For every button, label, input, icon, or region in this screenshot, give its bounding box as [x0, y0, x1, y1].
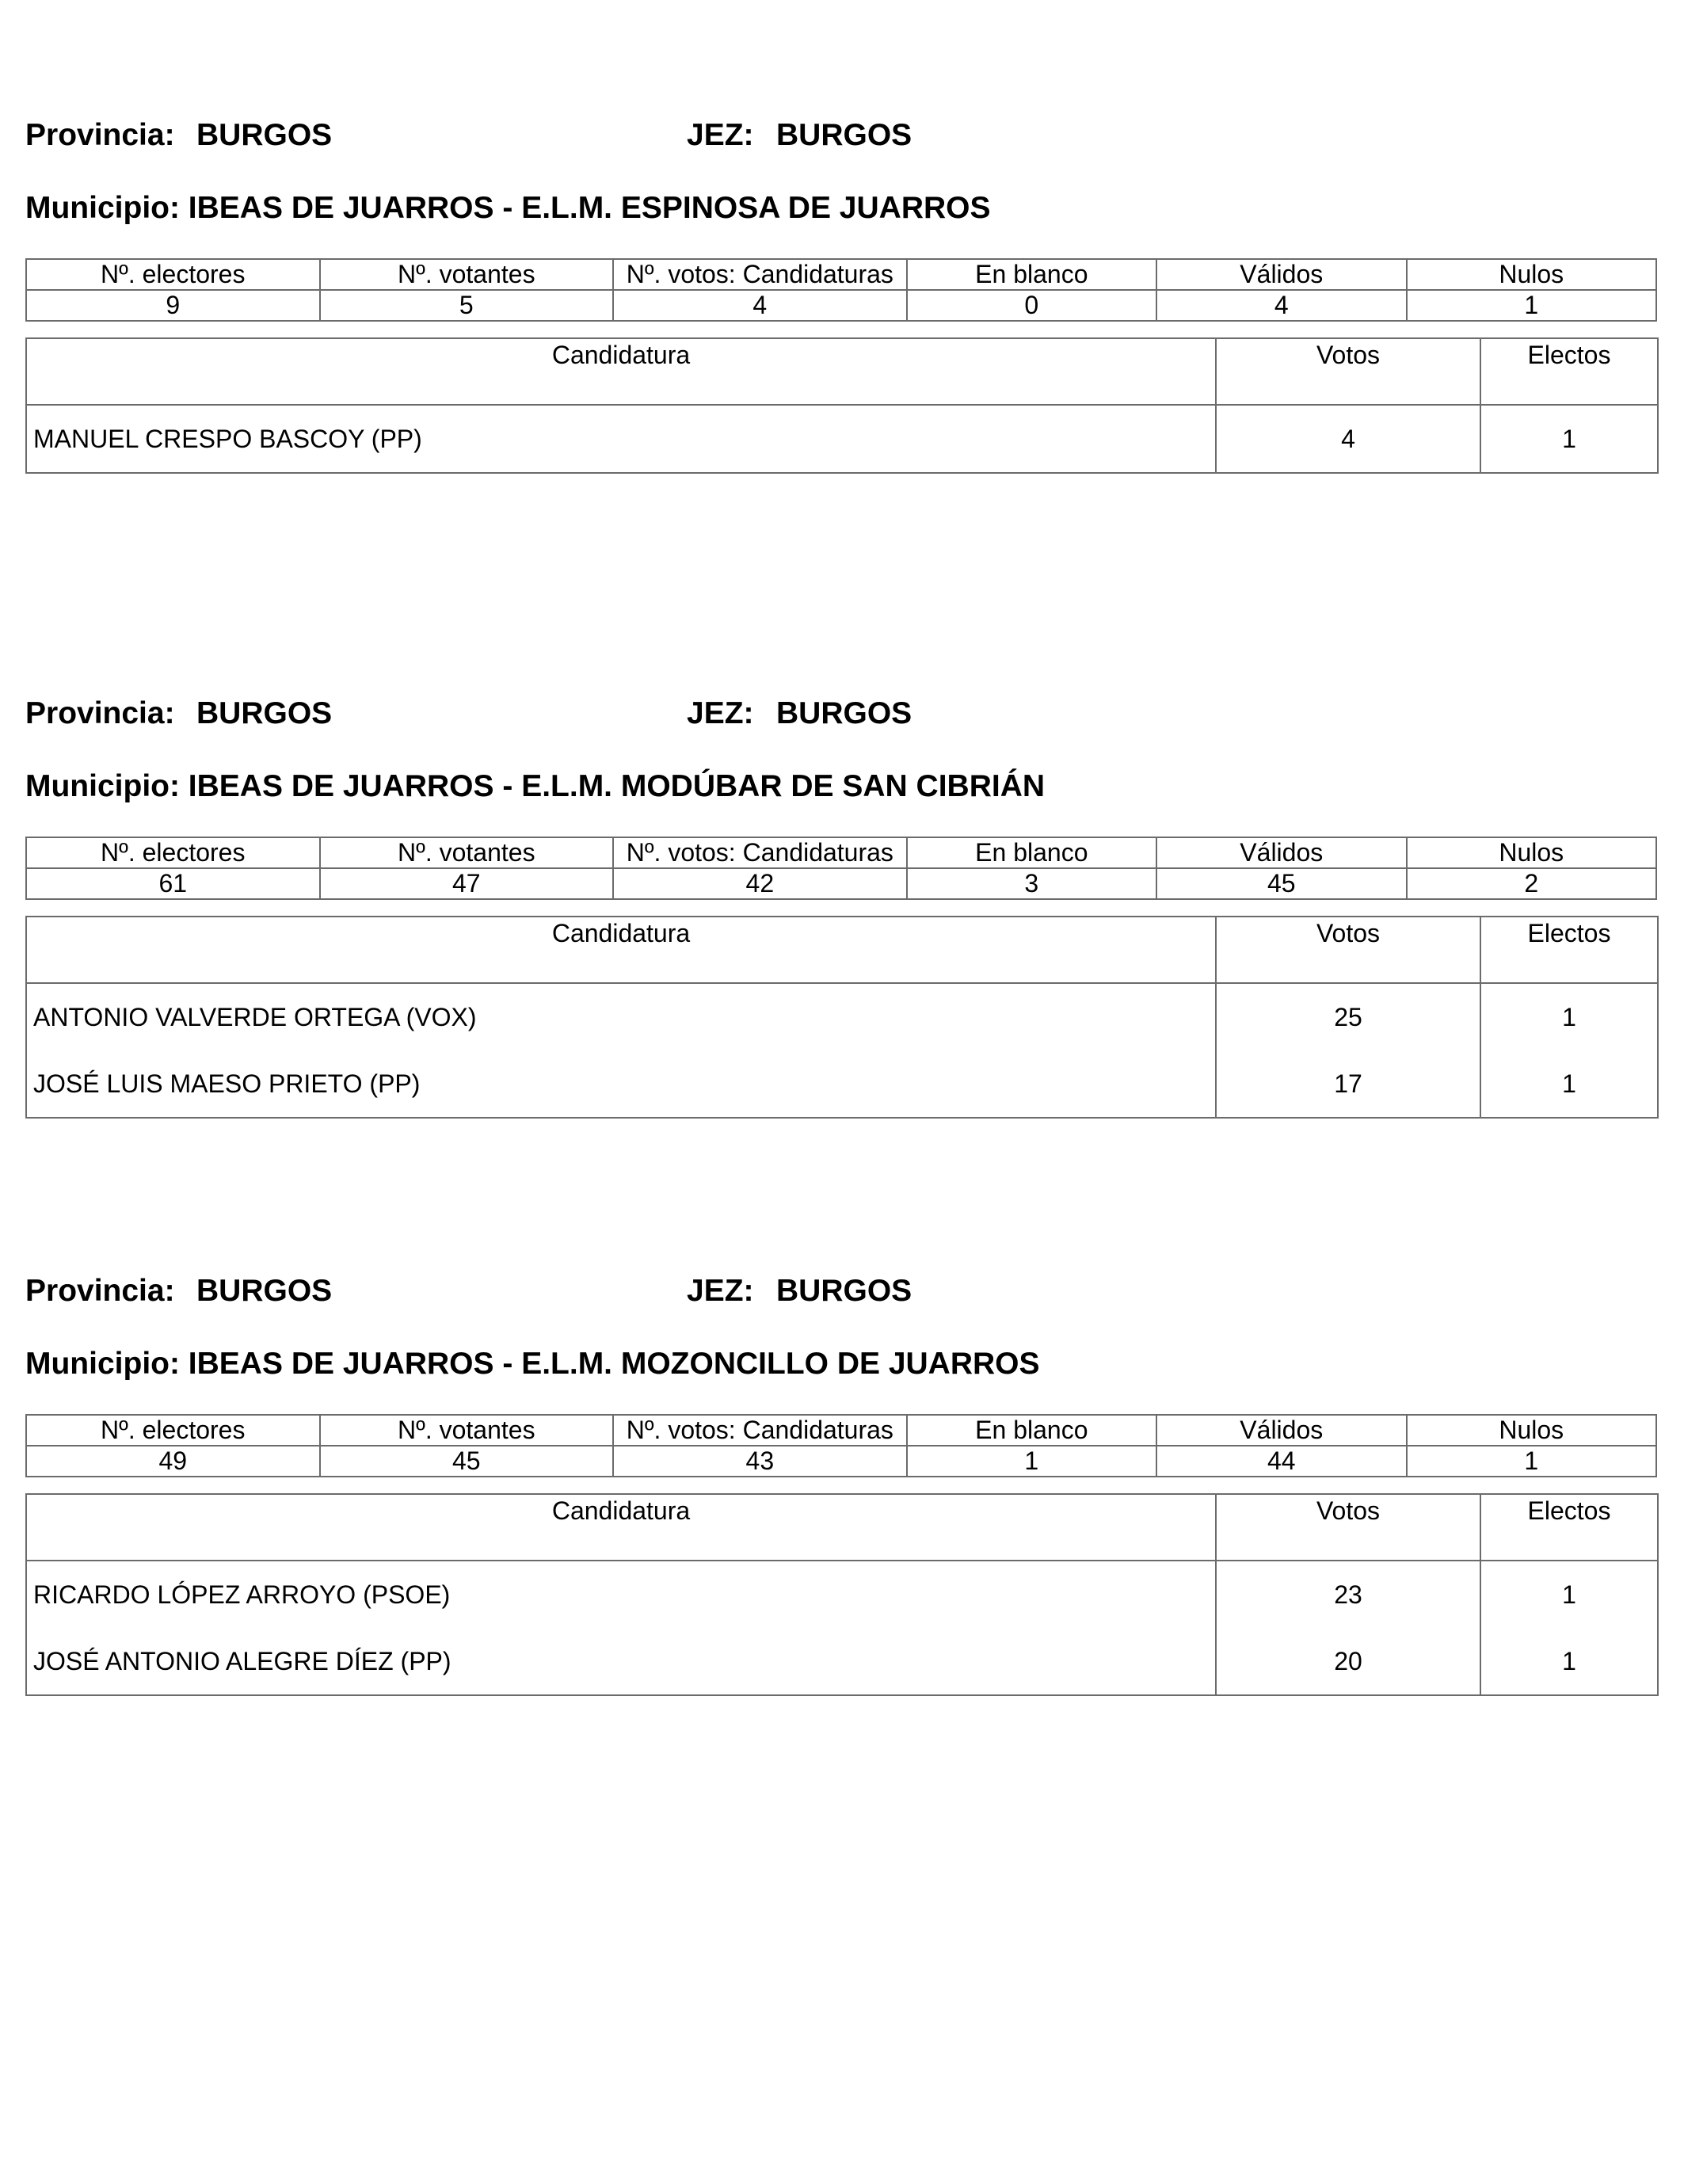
candidates-header-row	[26, 917, 1658, 983]
candidate-electos: 1	[1480, 983, 1658, 1050]
stats-header-votos-candidaturas: Nº. votos: Candidaturas	[613, 259, 907, 290]
candidate-name: JOSÉ LUIS MAESO PRIETO (PP)	[26, 1050, 1216, 1118]
candidate-name: JOSÉ ANTONIO ALEGRE DÍEZ (PP)	[26, 1628, 1216, 1695]
stats-header-nulos: Nulos	[1407, 1415, 1657, 1446]
candidate-name: MANUEL CRESPO BASCOY (PP)	[26, 405, 1216, 473]
stats-header-en-blanco: En blanco	[907, 837, 1156, 868]
stats-value-nulos: 2	[1407, 868, 1657, 899]
stats-header-votos-candidaturas: Nº. votos: Candidaturas	[613, 1415, 907, 1446]
stats-value-en-blanco: 0	[907, 290, 1156, 321]
stats-value-nulos: 1	[1407, 290, 1657, 321]
stats-value-votos-candidaturas: 43	[613, 1446, 907, 1477]
candidate-electos: 1	[1480, 1050, 1658, 1118]
candidates-table	[25, 916, 1659, 1119]
stats-header-votantes: Nº. votantes	[320, 259, 614, 290]
candidatura-header: Candidatura	[26, 1494, 1216, 1561]
table-row	[26, 1050, 1658, 1118]
candidate-votos: 23	[1216, 1561, 1480, 1628]
candidates-table	[25, 1493, 1659, 1696]
stats-header-row	[26, 259, 1656, 290]
municipio-title: Municipio: IBEAS DE JUARROS - E.L.M. MOZONCILLO DE JUARROS	[25, 1347, 1040, 1381]
stats-header-electores: Nº. electores	[26, 837, 320, 868]
electos-header: Electos	[1480, 1494, 1658, 1561]
candidates-header-row	[26, 338, 1658, 405]
stats-header-en-blanco: En blanco	[907, 259, 1156, 290]
votos-header: Votos	[1216, 338, 1480, 405]
stats-value-votantes: 5	[320, 290, 614, 321]
stats-header-row	[26, 837, 1656, 868]
stats-header-votos-candidaturas: Nº. votos: Candidaturas	[613, 837, 907, 868]
municipio-title: Municipio: IBEAS DE JUARROS - E.L.M. MODÚBAR DE SAN CIBRIÁN	[25, 769, 1046, 803]
stats-header-nulos: Nulos	[1407, 837, 1657, 868]
table-row	[26, 1561, 1658, 1628]
candidatura-header: Candidatura	[26, 917, 1216, 983]
stats-header-validos: Válidos	[1156, 837, 1406, 868]
jez-label: JEZ:	[687, 1274, 754, 1308]
jez-label: JEZ:	[687, 696, 754, 730]
jez-label: JEZ:	[687, 118, 754, 152]
stats-value-nulos: 1	[1407, 1446, 1657, 1477]
stats-header-electores: Nº. electores	[26, 1415, 320, 1446]
stats-header-votantes: Nº. votantes	[320, 1415, 614, 1446]
stats-value-votantes: 47	[320, 868, 614, 899]
stats-header-electores: Nº. electores	[26, 259, 320, 290]
province-label: Provincia:	[25, 118, 175, 152]
stats-value-row	[26, 868, 1656, 899]
stats-value-row	[26, 1446, 1656, 1477]
stats-table	[25, 258, 1657, 322]
table-row	[26, 405, 1658, 473]
stats-table	[25, 837, 1657, 900]
candidate-name: RICARDO LÓPEZ ARROYO (PSOE)	[26, 1561, 1216, 1628]
province-value: BURGOS	[196, 696, 333, 730]
table-row	[26, 1628, 1658, 1695]
stats-header-votantes: Nº. votantes	[320, 837, 614, 868]
jez-value: BURGOS	[776, 118, 912, 152]
stats-header-en-blanco: En blanco	[907, 1415, 1156, 1446]
stats-value-electores: 49	[26, 1446, 320, 1477]
province-value: BURGOS	[196, 118, 333, 152]
jez-value: BURGOS	[776, 696, 912, 730]
candidates-header-row	[26, 1494, 1658, 1561]
stats-value-electores: 9	[26, 290, 320, 321]
stats-header-row	[26, 1415, 1656, 1446]
votos-header: Votos	[1216, 1494, 1480, 1561]
electos-header: Electos	[1480, 917, 1658, 983]
stats-value-row	[26, 290, 1656, 321]
table-row	[26, 983, 1658, 1050]
stats-value-validos: 45	[1156, 868, 1406, 899]
stats-value-en-blanco: 3	[907, 868, 1156, 899]
votos-header: Votos	[1216, 917, 1480, 983]
candidate-votos: 4	[1216, 405, 1480, 473]
jez-value: BURGOS	[776, 1274, 912, 1308]
candidate-name: ANTONIO VALVERDE ORTEGA (VOX)	[26, 983, 1216, 1050]
stats-header-nulos: Nulos	[1407, 259, 1657, 290]
electos-header: Electos	[1480, 338, 1658, 405]
candidate-votos: 17	[1216, 1050, 1480, 1118]
municipio-title: Municipio: IBEAS DE JUARROS - E.L.M. ESPINOSA DE JUARROS	[25, 191, 991, 225]
candidate-votos: 25	[1216, 983, 1480, 1050]
province-label: Provincia:	[25, 696, 175, 730]
stats-header-validos: Válidos	[1156, 1415, 1406, 1446]
province-value: BURGOS	[196, 1274, 333, 1308]
stats-value-electores: 61	[26, 868, 320, 899]
stats-value-votos-candidaturas: 4	[613, 290, 907, 321]
province-label: Provincia:	[25, 1274, 175, 1308]
stats-header-validos: Válidos	[1156, 259, 1406, 290]
candidate-electos: 1	[1480, 1628, 1658, 1695]
candidate-electos: 1	[1480, 1561, 1658, 1628]
stats-value-validos: 44	[1156, 1446, 1406, 1477]
stats-table	[25, 1414, 1657, 1477]
candidates-table	[25, 337, 1659, 474]
stats-value-votantes: 45	[320, 1446, 614, 1477]
stats-value-en-blanco: 1	[907, 1446, 1156, 1477]
candidate-votos: 20	[1216, 1628, 1480, 1695]
candidatura-header: Candidatura	[26, 338, 1216, 405]
stats-value-votos-candidaturas: 42	[613, 868, 907, 899]
stats-value-validos: 4	[1156, 290, 1406, 321]
candidate-electos: 1	[1480, 405, 1658, 473]
